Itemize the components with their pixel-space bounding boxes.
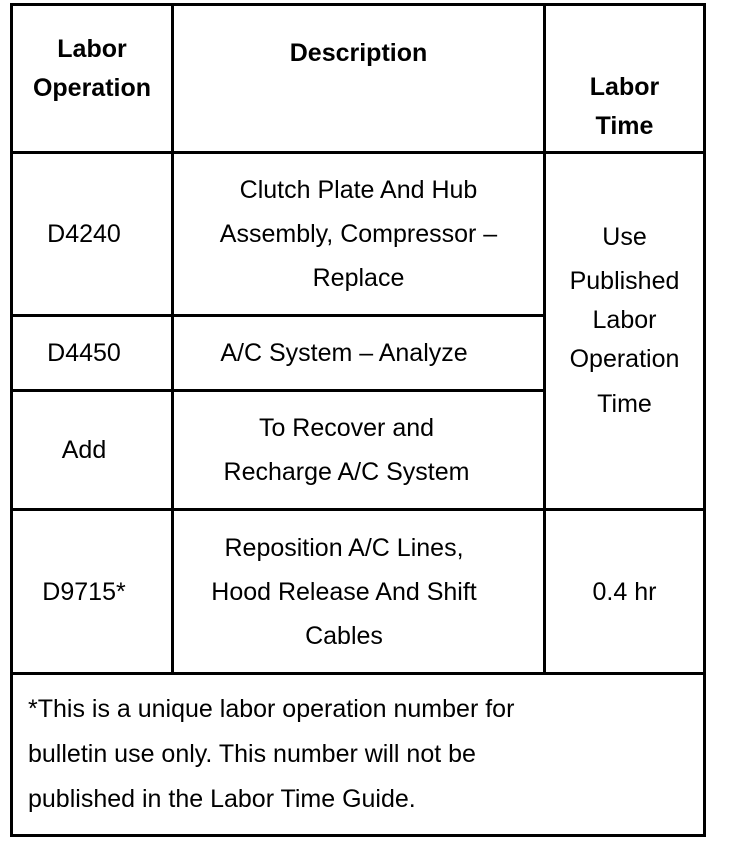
header-labor-time-line-2: Time	[595, 112, 654, 140]
row-2-description-line-1: A/C System – Analyze	[220, 339, 468, 367]
row-3-code	[13, 392, 155, 508]
header-description	[174, 6, 543, 101]
row-3-description	[174, 392, 519, 508]
header-labor-operation	[13, 6, 171, 131]
merged-labor-time-line-4: Operation	[569, 345, 680, 373]
footnote-line-3: published in the Labor Time Guide.	[28, 785, 416, 813]
header-labor-time-line-1: Labor	[589, 73, 660, 101]
footnote	[13, 675, 703, 834]
row-1-code-text: D4240	[47, 220, 121, 248]
row-4-description	[174, 511, 514, 672]
row-1-description-line-1: Clutch Plate And Hub	[239, 176, 478, 204]
row-4-code	[13, 511, 155, 672]
row-4-time	[546, 511, 703, 672]
row-1-description-line-2: Assembly, Compressor –	[219, 220, 498, 248]
row-4-description-line-2: Hood Release And Shift	[211, 577, 477, 606]
merged-labor-time	[546, 173, 703, 468]
row-3-description-line-1: To Recover and	[258, 414, 435, 442]
merged-labor-time-line-1: Use	[602, 223, 647, 251]
header-labor-operation-line-1: Labor	[57, 34, 127, 63]
row-2-code-text: D4450	[47, 339, 121, 367]
footnote-line-1: *This is a unique labor operation number for	[28, 695, 515, 723]
header-labor-operation-line-2: Operation	[32, 73, 152, 102]
row-4-code-text: D9715*	[42, 577, 126, 606]
merged-labor-time-line-5: Time	[597, 390, 652, 418]
row-4-description-line-1: Reposition A/C Lines,	[224, 533, 464, 562]
labor-table	[10, 3, 706, 837]
row-1-description	[174, 154, 543, 314]
row-3-code-text: Add	[61, 436, 107, 464]
merged-labor-time-line-3: Labor	[592, 306, 657, 334]
row-1-code	[13, 154, 155, 314]
row-4-description-line-3: Cables	[305, 621, 383, 650]
row-2-description	[174, 317, 514, 389]
merged-labor-time-line-2: Published	[569, 267, 680, 295]
row-3-description-line-2: Recharge A/C System	[223, 458, 470, 486]
footnote-line-2: bulletin use only. This number will not be	[28, 740, 476, 768]
row-4-time-text: 0.4 hr	[592, 577, 657, 606]
row-2-code	[13, 317, 155, 389]
header-description-text: Description	[289, 39, 428, 67]
row-1-description-line-3: Replace	[312, 264, 405, 292]
